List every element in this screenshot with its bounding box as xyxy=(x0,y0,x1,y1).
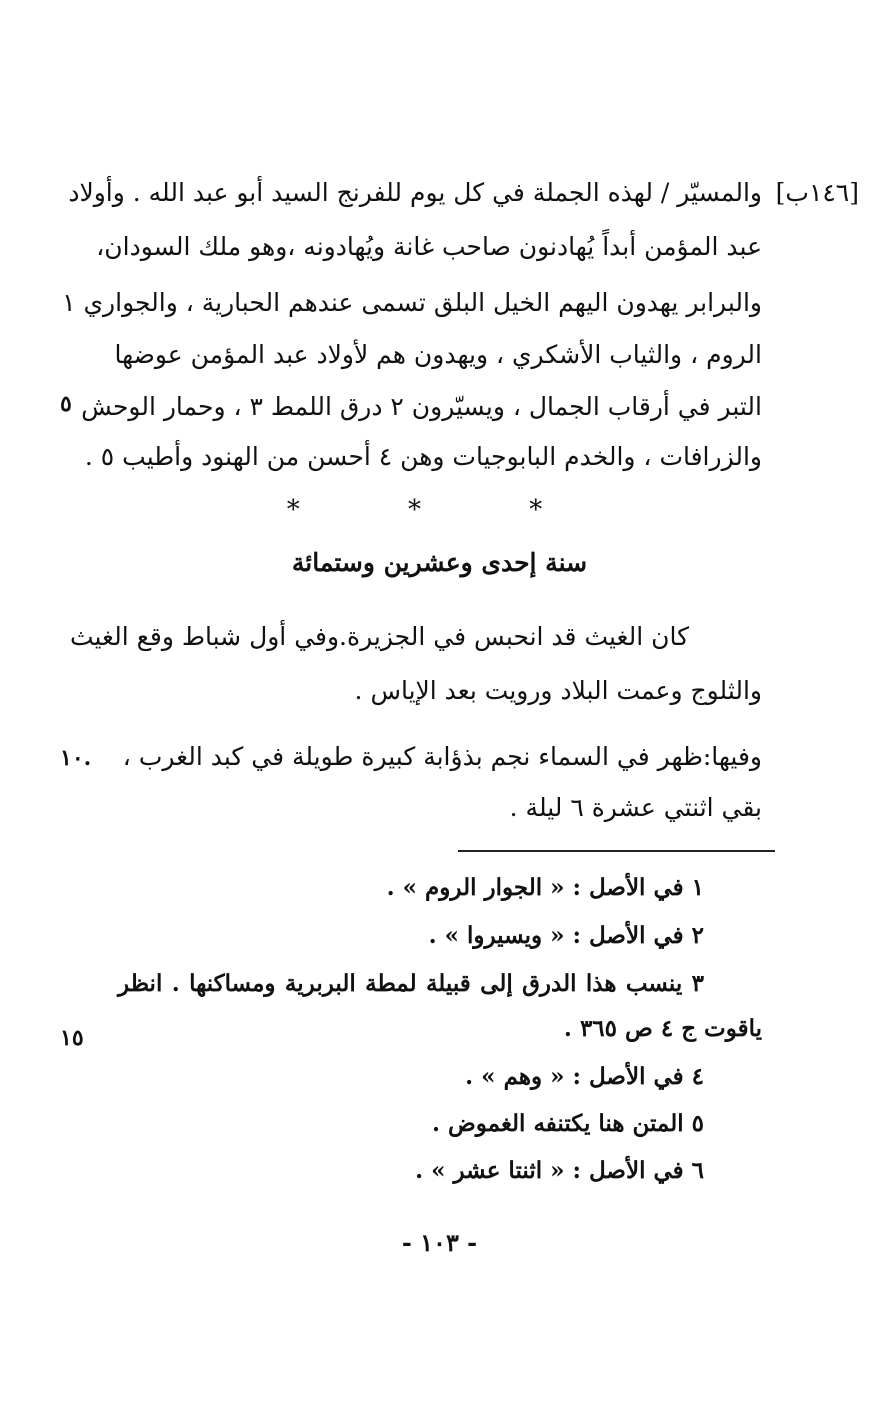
footnote-2: ٢ في الأصل : « ويسيروا » . xyxy=(428,922,704,949)
page-number: - ١٠٣ - xyxy=(401,1228,478,1257)
footnote-separator xyxy=(458,850,775,852)
body-line-4: الروم ، والثياب الأشكري ، ويهدون هم لأولاد عبد المؤمن عوضها xyxy=(114,340,762,369)
line-number-15: ١٥ xyxy=(60,1025,84,1051)
footnote-3: ٣ ينسب هذا الدرق إلى قبيلة لمطة البربرية ومساكنها . انظر xyxy=(118,970,704,997)
footnote-4: ٤ في الأصل : « وهم » . xyxy=(465,1063,704,1090)
body-line-6: والزرافات ، والخدم البابوجيات وهن ٤ أحسن من الهنود وأطيب ٥ . xyxy=(84,442,762,471)
body-line-5: التبر في أرقاب الجمال ، ويسيّرون ٢ درق اللمط ٣ ، وحمار الوحش xyxy=(81,392,762,421)
manuscript-folio-reference: [١٤٦ب] xyxy=(775,178,859,207)
line-number-10: ١٠. xyxy=(60,745,92,771)
footnote-3-continued: ياقوت ج ٤ ص ٣٦٥ . xyxy=(563,1015,762,1042)
section-divider-stars: * * * xyxy=(286,495,593,525)
line-number-5: ٥ xyxy=(60,391,72,417)
footnote-6: ٦ في الأصل : « اثنتا عشر » . xyxy=(415,1157,704,1184)
footnote-5: ٥ المتن هنا يكتنفه الغموض . xyxy=(431,1110,704,1137)
body-line-10: بقي اثنتي عشرة ٦ ليلة . xyxy=(509,793,762,822)
footnote-1: ١ في الأصل : « الجوار الروم » . xyxy=(386,874,704,901)
body-line-1: والمسيّر / لهذه الجملة في كل يوم للفرنج السيد أبو عبد الله . وأولاد xyxy=(68,178,762,207)
body-line-9: وفيها:ظهر في السماء نجم بذؤابة كبيرة طويلة في كبد الغرب ، xyxy=(122,742,762,771)
body-line-2: عبد المؤمن أبداً يُهادنون صاحب غانة ويُهادونه ،وهو ملك السودان، xyxy=(96,232,762,261)
body-line-8: والثلوج وعمت البلاد ورويت بعد الإياس . xyxy=(354,676,762,705)
body-line-3: والبرابر يهدون اليهم الخيل البلق تسمى عندهم الحبارية ، والجواري ١ xyxy=(62,288,762,317)
year-heading: سنة إحدى وعشرين وستمائة xyxy=(291,548,588,577)
body-line-7: كان الغيث قد انحبس في الجزيرة.وفي أول شباط وقع الغيث xyxy=(69,622,689,651)
